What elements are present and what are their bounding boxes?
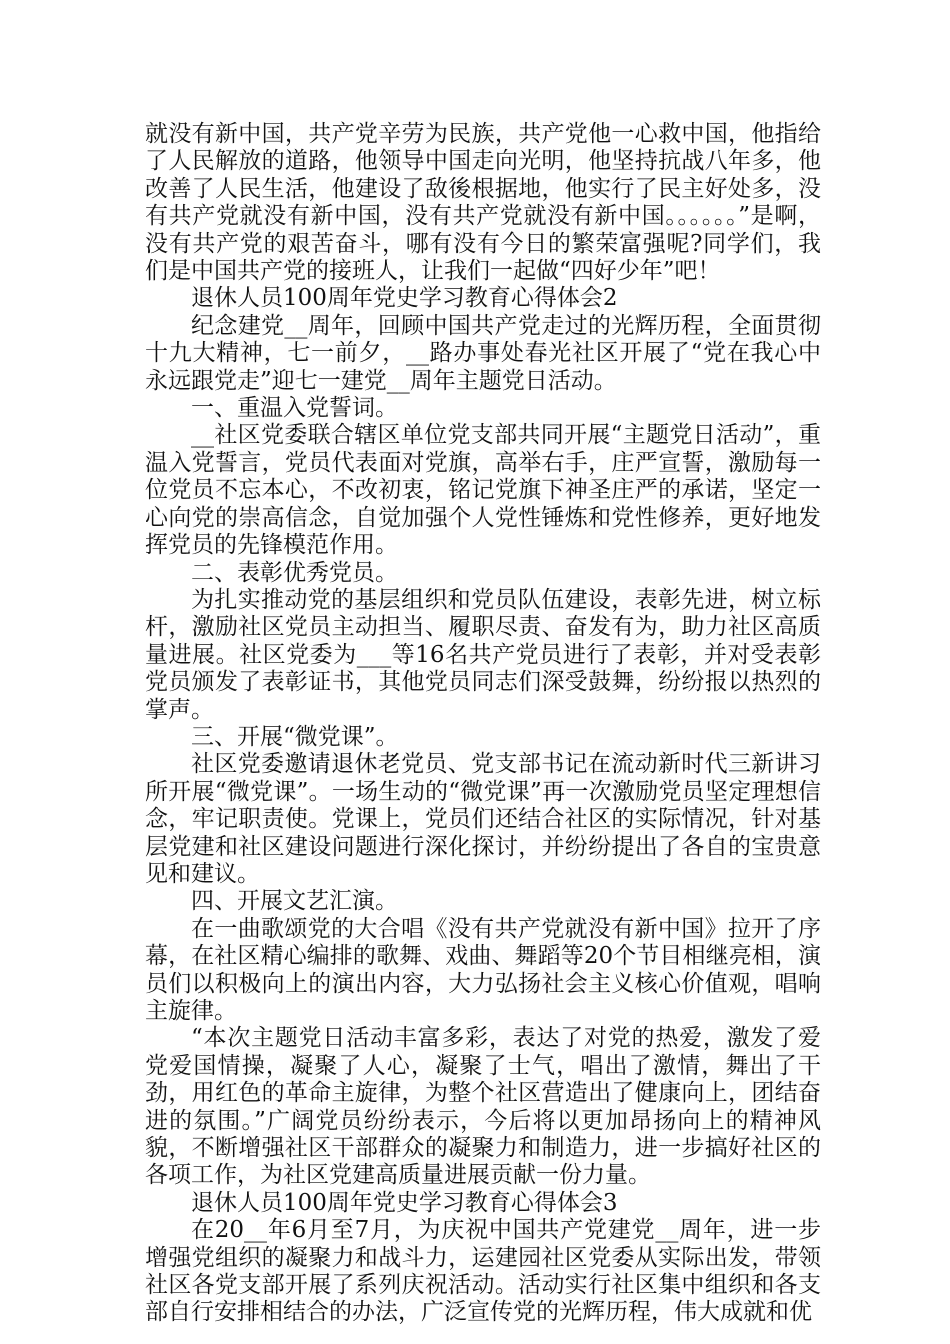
subheading: 二、表彰优秀党员。 (191, 559, 398, 586)
paragraph: 在一曲歌颂党的大合唱《没有共产党就没有新中国》拉开了序幕，在社区精心编排的歌舞、戏曲、舞蹈等20个节目相继亮相，演员们以积极向上的演出内容，大力弘扬社会主义核心价值观，唱响主旋律。 (145, 915, 821, 1024)
section-heading: 退休人员100周年党史学习教育心得体会3 (191, 1189, 618, 1216)
paragraph: 为扎实推动党的基层组织和党员队伍建设，表彰先进，树立标杆，激励社区党员主动担当、履职尽责、奋发有为，助力社区高质量进展。社区党委为___等16名共产党员进行了表彰，并对受表彰党员颁发了表彰证书，其他党员同志们深受鼓舞，纷纷报以热烈的掌声。 (145, 586, 821, 723)
paragraph: 就没有新中国，共产党辛劳为民族，共产党他一心救中国，他指给了人民解放的道路，他领导中国走向光明，他坚持抗战八年多，他改善了人民生活，他建设了敌後根据地，他实行了民主好处多，没有共产党就没有新中国，没有共产党就没有新中国。。。。。。”是啊，没有共产党的艰苦奋斗，哪有没有今日的繁荣富强呢?同学们，我们是中国共产党的接班人，让我们一起做“四好少年”吧！ (145, 121, 821, 285)
paragraph: 在20__年6月至7月，为庆祝中国共产党建党__周年，进一步增强党组织的凝聚力和战斗力，运建园社区党委从实际出发，带领社区各党支部开展了系列庆祝活动。活动实行社区集中组织和各支部自行安排相结合的办法，广泛宣传党的光辉历程，伟大成就和优 (145, 1217, 821, 1326)
paragraph: “本次主题党日活动丰富多彩，表达了对党的热爱，激发了爱党爱国情操，凝聚了人心，凝聚了士气，唱出了激情，舞出了干劲，用红色的革命主旋律，为整个社区营造出了健康向上，团结奋进的氛围。”广阔党员纷纷表示，今后将以更加昂扬向上的精神风貌，不断增强社区干部群众的凝聚力和制造力，进一步搞好社区的各项工作，为社区党建高质量进展贡献一份力量。 (145, 1025, 821, 1189)
paragraph: 社区党委邀请退休老党员、党支部书记在流动新时代三新讲习所开展“微党课”。一场生动的“微党课”再一次激励党员坚定理想信念，牢记职责使。党课上，党员们还结合社区的实际情况，针对基层党建和社区建设问题进行深化探讨，并纷纷提出了各自的宝贵意见和建议。 (145, 751, 821, 887)
paragraph: __社区党委联合辖区单位党支部共同开展“主题党日活动”，重温入党誓言，党员代表面对党旗，高举右手，庄严宣誓，激励每一位党员不忘本心，不改初衷，铭记党旗下神圣庄严的承诺，坚定一心向党的崇高信念，自觉加强个人党性锤炼和党性修养，更好地发挥党员的先锋模范作用。 (145, 422, 821, 559)
section-heading: 退休人员100周年党史学习教育心得体会2 (191, 285, 618, 312)
paragraph: 纪念建党__周年，回顾中国共产党走过的光辉历程，全面贯彻十九大精神，七一前夕，__路办事处春光社区开展了“党在我心中永远跟党走”迎七一建党__周年主题党日活动。 (145, 312, 821, 394)
subheading: 三、开展“微党课”。 (191, 723, 399, 750)
subheading: 四、开展文艺汇演。 (191, 888, 398, 915)
document-body (145, 121, 821, 1327)
subheading: 一、重温入党誓词。 (191, 395, 398, 422)
